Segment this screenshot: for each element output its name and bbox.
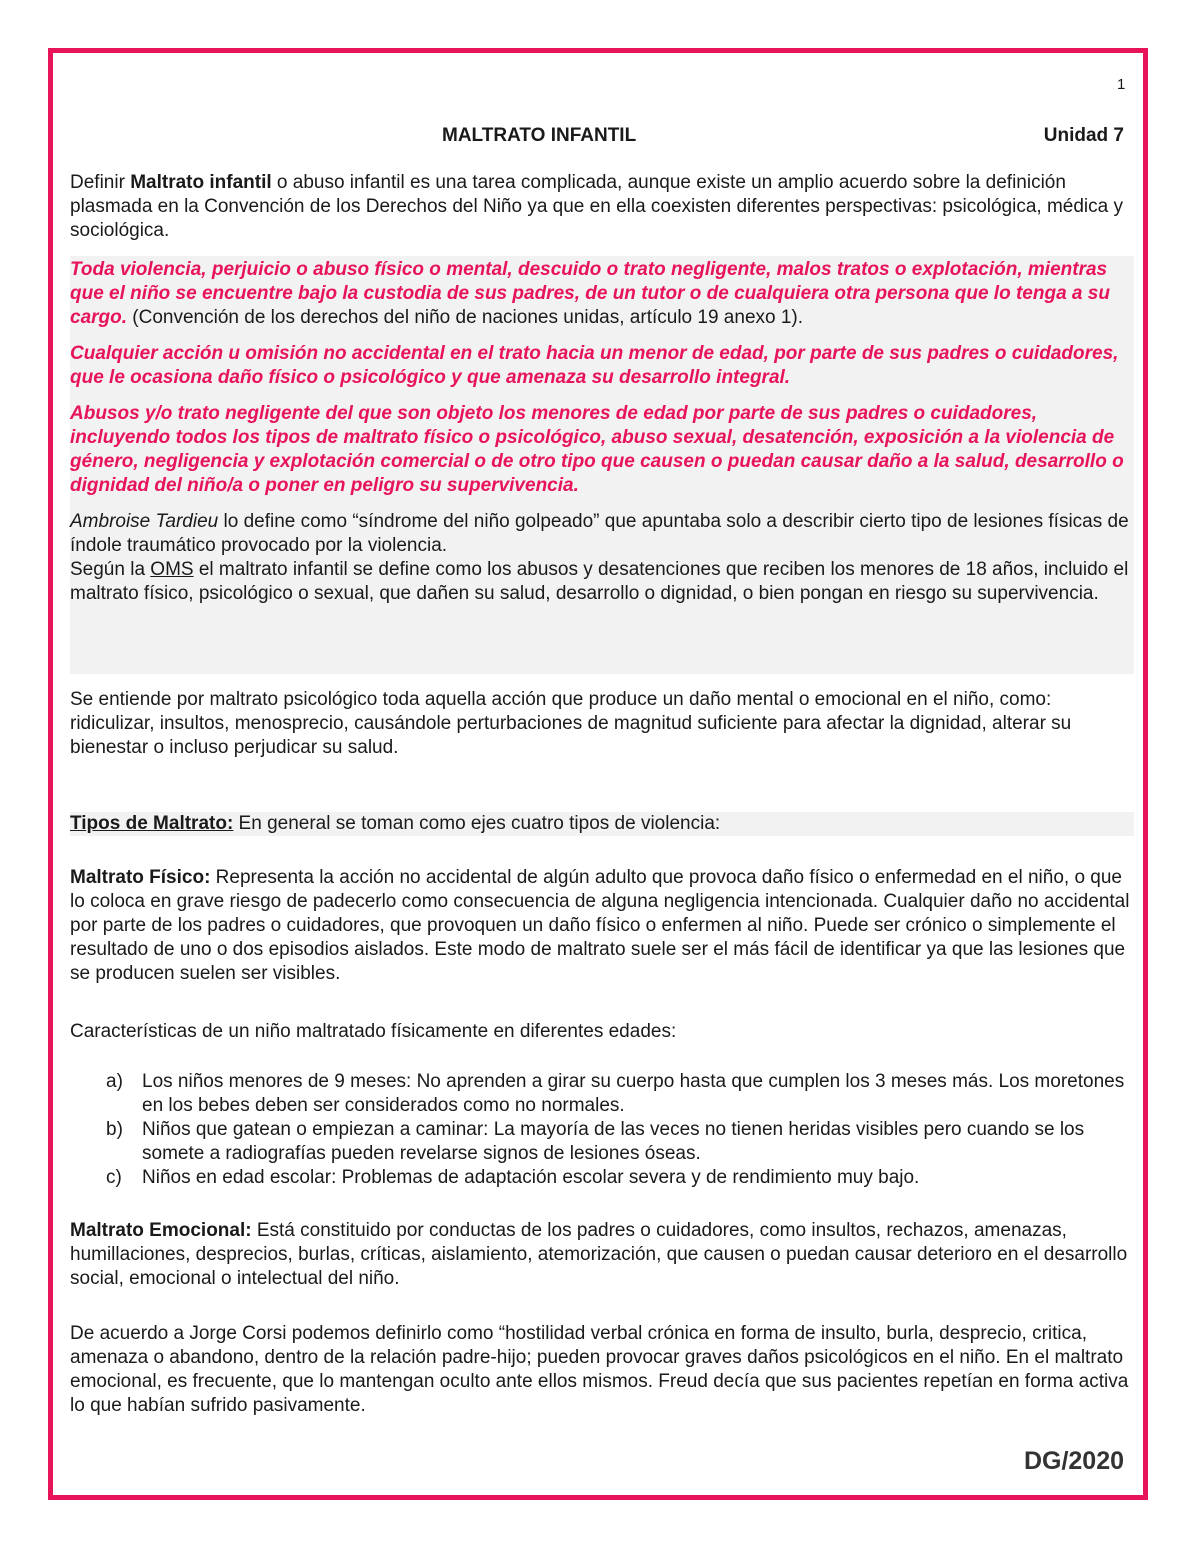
list-text: Niños en edad escolar: Problemas de adaptación escolar severa y de rendimiento muy bajo. bbox=[142, 1167, 920, 1188]
definition-1 bbox=[70, 256, 1134, 330]
intro-pre: Definir bbox=[70, 172, 131, 193]
intro-bold: Maltrato infantil bbox=[130, 172, 272, 193]
oms-pre: Según la bbox=[70, 559, 151, 580]
definition-1-quote: Toda violencia, perjuicio o abuso físico o mental, descuido o trato negligente, malos tratos o explotación, mientras que el niño se encuentre bajo la custodia de sus padres, de un tutor o de cualquiera otra persona que lo tenga a su cargo. bbox=[70, 259, 1110, 328]
list-item bbox=[70, 1070, 1134, 1118]
oms-link[interactable]: OMS bbox=[150, 559, 194, 580]
list-marker: a) bbox=[106, 1071, 123, 1092]
list-text: Niños que gatean o empiezan a caminar: La mayoría de las veces no tienen heridas visibles pero cuando se los somete a radiografías pueden revelarse signos de lesiones óseas. bbox=[142, 1119, 1085, 1164]
tardieu-text: lo define como “síndrome del niño golpeado” que apuntaba solo a describir cierto tipo de lesiones físicas de índole traumático provocado por la violencia. bbox=[70, 511, 1129, 556]
unit-label: Unidad 7 bbox=[1043, 125, 1124, 146]
definitions-block bbox=[70, 256, 1134, 674]
emocional-label: Maltrato Emocional: bbox=[70, 1220, 252, 1241]
list-text: Los niños menores de 9 meses: No aprenden a girar su cuerpo hasta que cumplen los 3 meses más. Los moretones en los bebes deben ser considerados como no normales. bbox=[142, 1071, 1125, 1116]
tipos-label: Tipos de Maltrato: bbox=[70, 813, 234, 834]
oms-text: el maltrato infantil se define como los abusos y desatenciones que reciben los menores de 18 años, incluido el maltrato físico, psicológico o sexual, que dañen su salud, desarrollo o dignidad, o bien pongan en riesgo su supervivencia. bbox=[70, 559, 1129, 604]
tardieu-paragraph bbox=[70, 510, 1134, 558]
age-list bbox=[70, 1070, 1134, 1190]
intro-post: o abuso infantil es una tarea complicada, aunque existe un amplio acuerdo sobre la definición plasmada en la Convención de los Derechos del Niño ya que en ella coexisten diferentes perspectivas: psicológica, médica y sociológica. bbox=[70, 172, 1123, 241]
corsi-paragraph: De acuerdo a Jorge Corsi podemos definirlo como “hostilidad verbal crónica en forma de insulto, burla, desprecio, critica, amenaza o abandono, dentro de la relación padre-hijo; pueden provocar graves daños psicológicos en el niño. En el maltrato emocional, es frecuente, que lo mantengan oculto ante ellos mismos. Freud decía que sus pacientes repetían en forma activa lo que habían sufrido pasivamente. bbox=[70, 1323, 1129, 1416]
list-item bbox=[70, 1118, 1134, 1166]
definition-1-ref: (Convención de los derechos del niño de naciones unidas, artículo 19 anexo 1). bbox=[127, 307, 804, 328]
list-item bbox=[70, 1166, 1134, 1190]
definition-3: Abusos y/o trato negligente del que son objeto los menores de edad por parte de sus padres o cuidadores, incluyendo todos los tipos de maltrato físico o psicológico, abuso sexual, desatención, exposición a la violencia de género, negligencia y explotación comercial o de otro tipo que causen o puedan causar daño a la salud, desarrollo o dignidad del niño/a o poner en peligro su supervivencia. bbox=[70, 403, 1124, 496]
fisico-paragraph bbox=[70, 866, 1134, 986]
page-number: 1 bbox=[1117, 76, 1126, 93]
caracteristicas-paragraph: Características de un niño maltratado físicamente en diferentes edades: bbox=[70, 1021, 677, 1042]
emocional-paragraph bbox=[70, 1219, 1134, 1291]
emocional-text: Está constituido por conductas de los padres o cuidadores, como insultos, rechazos, amenazas, humillaciones, desprecios, burlas, críticas, aislamiento, atemorización, que causen o puedan causar deterioro en el desarrollo social, emocional o intelectual del niño. bbox=[70, 1220, 1128, 1289]
list-marker: b) bbox=[106, 1119, 123, 1140]
list-marker: c) bbox=[106, 1167, 122, 1188]
oms-paragraph bbox=[70, 558, 1134, 606]
definition-2: Cualquier acción u omisión no accidental en el trato hacia un menor de edad, por parte de sus padres o cuidadores, que le ocasiona daño físico o psicológico y que amenaza su desarrollo integral. bbox=[70, 343, 1119, 388]
tipos-text: En general se toman como ejes cuatro tipos de violencia: bbox=[233, 813, 721, 834]
page-title: MALTRATO INFANTIL bbox=[442, 125, 637, 146]
psicologico-paragraph: Se entiende por maltrato psicológico toda aquella acción que produce un daño mental o emocional en el niño, como: ridiculizar, insultos, menosprecio, causándole perturbaciones de magnitud suficiente para afectar la dignidad, alterar su bienestar o incluso perjudicar su salud. bbox=[70, 689, 1072, 758]
intro-paragraph bbox=[70, 171, 1134, 243]
fisico-text: Representa la acción no accidental de algún adulto que provoca daño físico o enfermedad en el niño, o que lo coloca en grave riesgo de padecerlo como consecuencia de alguna negligencia intencionada. Cualquier daño no accidental por parte de los padres o cuidadores, que provoquen un daño físico o enfermen al niño. Puede ser crónico o simplemente el resultado de uno o dos episodios aislados. Este modo de maltrato suele ser el más fácil de identificar ya que las lesiones que se producen suelen ser visibles. bbox=[70, 867, 1130, 984]
tardieu-name: Ambroise Tardieu bbox=[70, 511, 219, 532]
fisico-label: Maltrato Físico: bbox=[70, 867, 211, 888]
tipos-heading bbox=[70, 812, 1134, 836]
footer-signature: DG/2020 bbox=[1023, 1447, 1124, 1475]
title-row bbox=[70, 125, 1134, 151]
